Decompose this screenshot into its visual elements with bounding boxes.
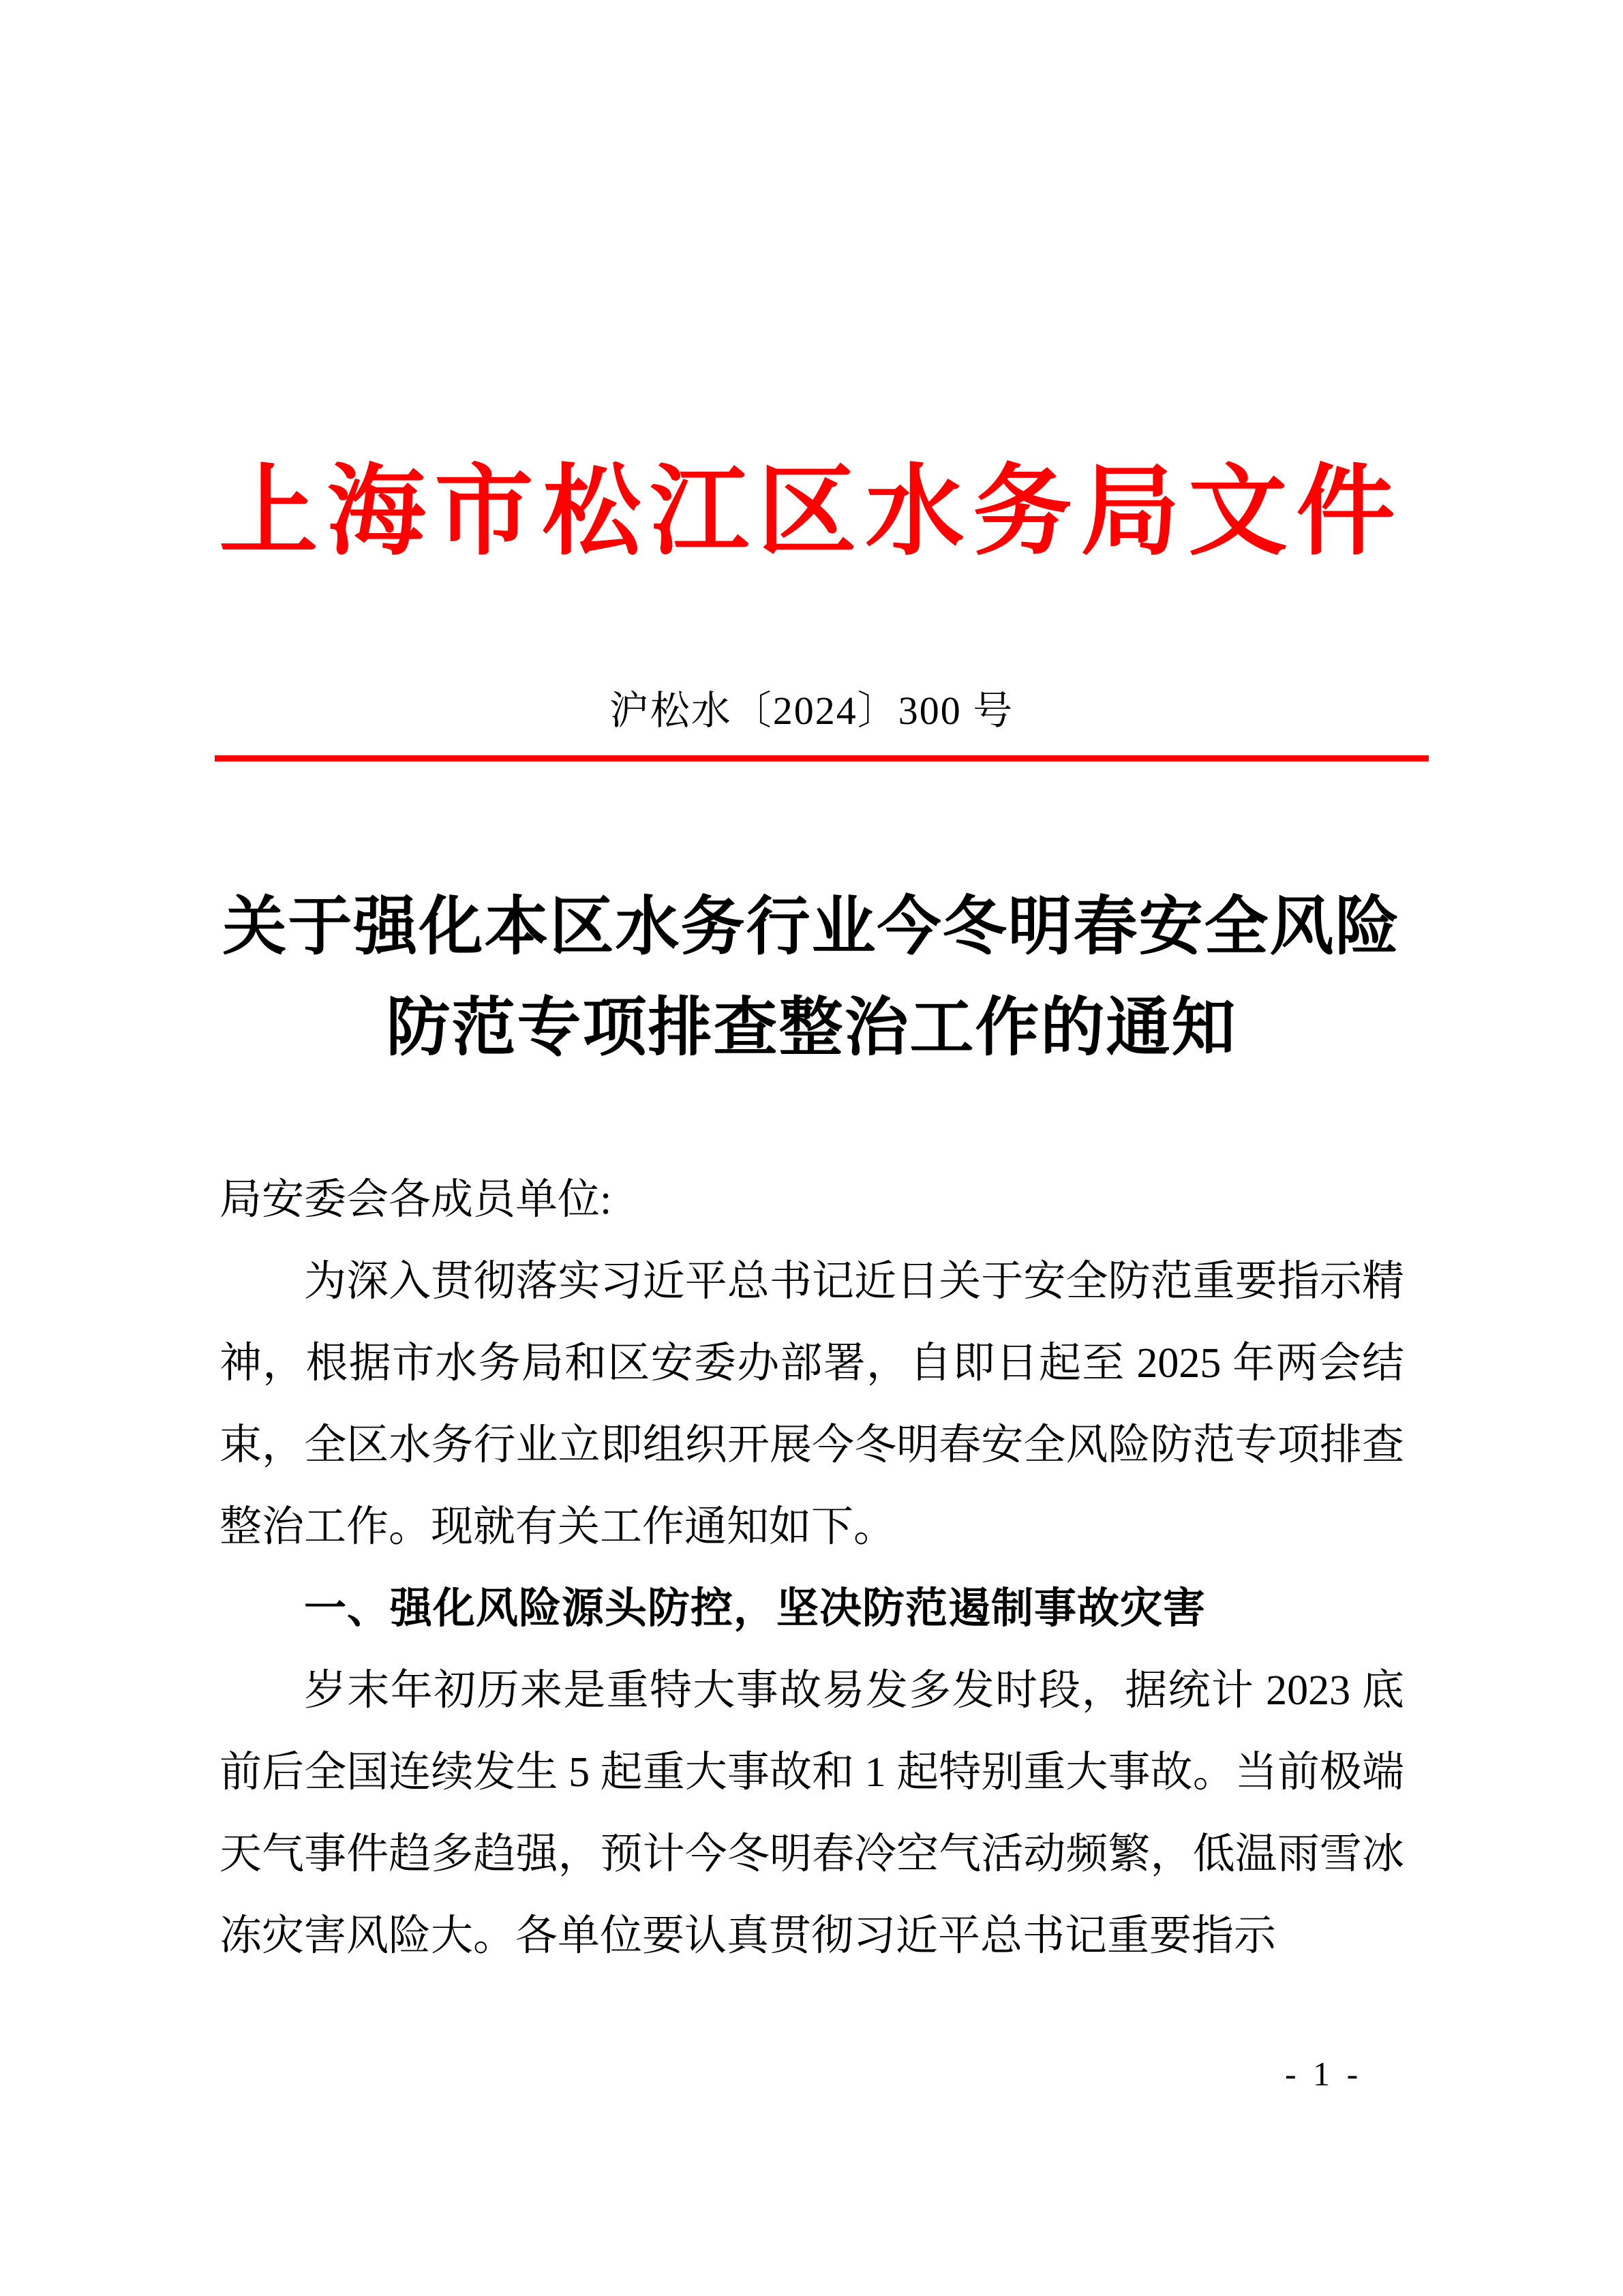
red-divider-line bbox=[215, 755, 1429, 761]
salutation: 局安委会各成员单位: bbox=[219, 1177, 612, 1223]
document-body bbox=[219, 1159, 1404, 1977]
document-title-line-1: 关于强化本区水务行业今冬明春安全风险 bbox=[222, 892, 1401, 963]
letterhead-title: 上海市松江区水务局文件 bbox=[219, 458, 1404, 567]
document-reference-number: 沪松水〔2024〕300 号 bbox=[609, 689, 1014, 733]
document-title-line-2: 防范专项排查整治工作的通知 bbox=[386, 993, 1237, 1063]
section-heading-1: 一、强化风险源头防控，坚决防范遏制事故灾害 bbox=[304, 1585, 1207, 1632]
paragraph-intro: 为深入贯彻落实习近平总书记近日关于安全防范重要指示精神，根据市水务局和区安委办部署，自即日起至 2025 年两会结束，全区水务行业立即组织开展今冬明春安全风险防范专项排查整治工作。现就有关工作通知如下。 bbox=[219, 1258, 1404, 1550]
document-title bbox=[0, 877, 1623, 1078]
page-number: - 1 - bbox=[1285, 2055, 1363, 2093]
paragraph-section-1: 岁末年初历来是重特大事故易发多发时段，据统计 2023 底前后全国连续发生 5 起重大事故和 1 起特别重大事故。当前极端天气事件趋多趋强，预计今冬明春冷空气活动频繁，低温雨雪冰冻灾害风险大。各单位要认真贯彻习近平总书记重要指示 bbox=[219, 1667, 1404, 1959]
